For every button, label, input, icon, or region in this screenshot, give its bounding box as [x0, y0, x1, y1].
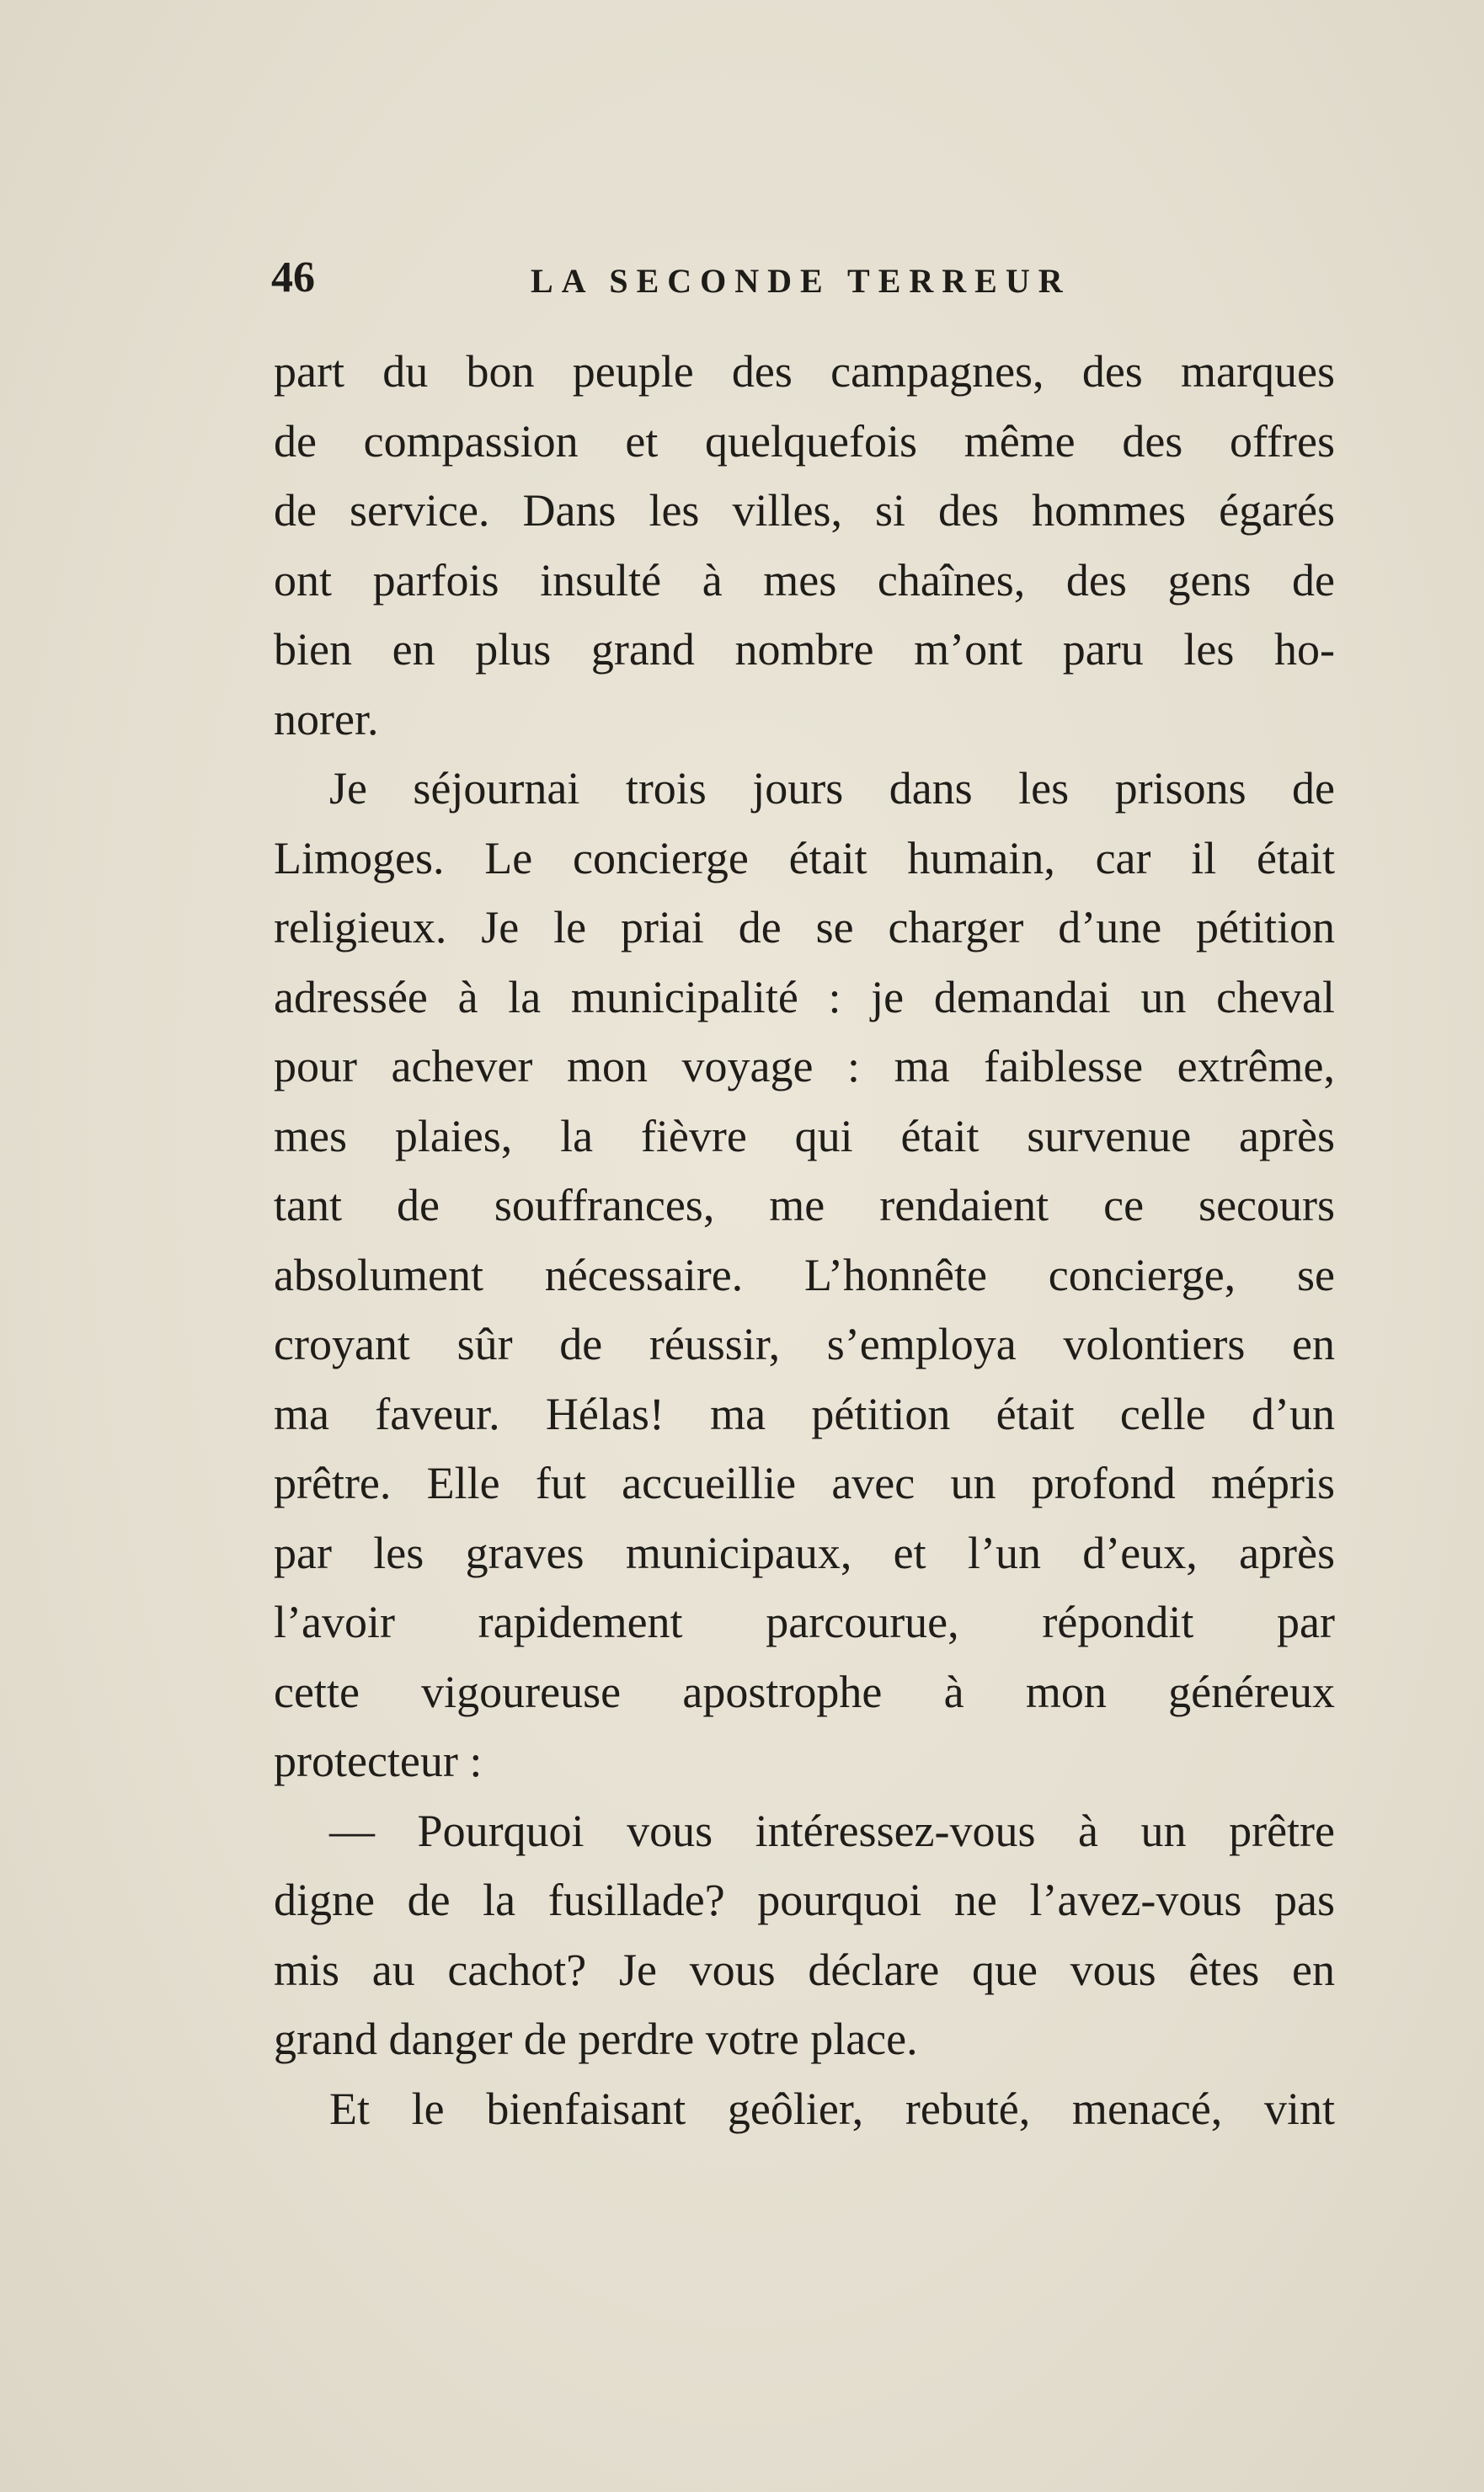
text-line: mes plaies, la fièvre qui était survenue après: [274, 1110, 1335, 1161]
text-line: norer.: [274, 693, 379, 744]
body-text: [274, 337, 1335, 2143]
text-line: Je séjournai trois jours dans les prisons de: [329, 763, 1335, 814]
text-line: par les graves municipaux, et l’un d’eux, après: [274, 1527, 1335, 1578]
text-line: ont parfois insulté à mes chaînes, des gens de: [274, 554, 1335, 606]
text-line: cette vigoureuse apostrophe à mon généreux: [274, 1666, 1335, 1717]
text-line: absolument nécessaire. L’honnête concierge, se: [274, 1249, 1335, 1300]
text-line: mis au cachot? Je vous déclare que vous êtes en: [274, 1944, 1335, 1995]
text-line: de compassion et quelquefois même des offres: [274, 415, 1335, 467]
text-line: adressée à la municipalité : je demandai un cheval: [274, 971, 1335, 1022]
text-line: Limoges. Le concierge était humain, car il était: [274, 832, 1335, 883]
text-line: grand danger de perdre votre place.: [274, 2014, 918, 2064]
running-title: LA SECONDE TERREUR: [531, 262, 1071, 300]
text-line: prêtre. Elle fut accueillie avec un profond mépris: [274, 1458, 1335, 1508]
text-line: digne de la fusillade? pourquoi ne l’avez-vous pas: [274, 1875, 1335, 1925]
text-line: pour achever mon voyage : ma faiblesse extrême,: [274, 1041, 1335, 1091]
text-line: croyant sûr de réussir, s’employa volontiers en: [274, 1319, 1335, 1369]
text-line: religieux. Je le priai de se charger d’une pétition: [274, 902, 1335, 953]
text-line: bien en plus grand nombre m’ont paru les ho-: [274, 624, 1335, 675]
page-header: [271, 253, 1366, 312]
text-line: de service. Dans les villes, si des hommes égarés: [274, 485, 1335, 536]
text-line: protecteur :: [274, 1736, 483, 1786]
text-line: — Pourquoi vous intéressez-vous à un prêtre: [329, 1805, 1335, 1856]
text-line: tant de souffrances, me rendaient ce secours: [274, 1180, 1335, 1230]
text-line: ma faveur. Hélas! ma pétition était celle d’un: [274, 1388, 1335, 1439]
page-number: 46: [271, 253, 315, 301]
text-line: Et le bienfaisant geôlier, rebuté, menacé, vint: [329, 2083, 1335, 2134]
text-line: part du bon peuple des campagnes, des marques: [274, 346, 1335, 397]
text-line: l’avoir rapidement parcourue, répondit par: [274, 1597, 1335, 1647]
